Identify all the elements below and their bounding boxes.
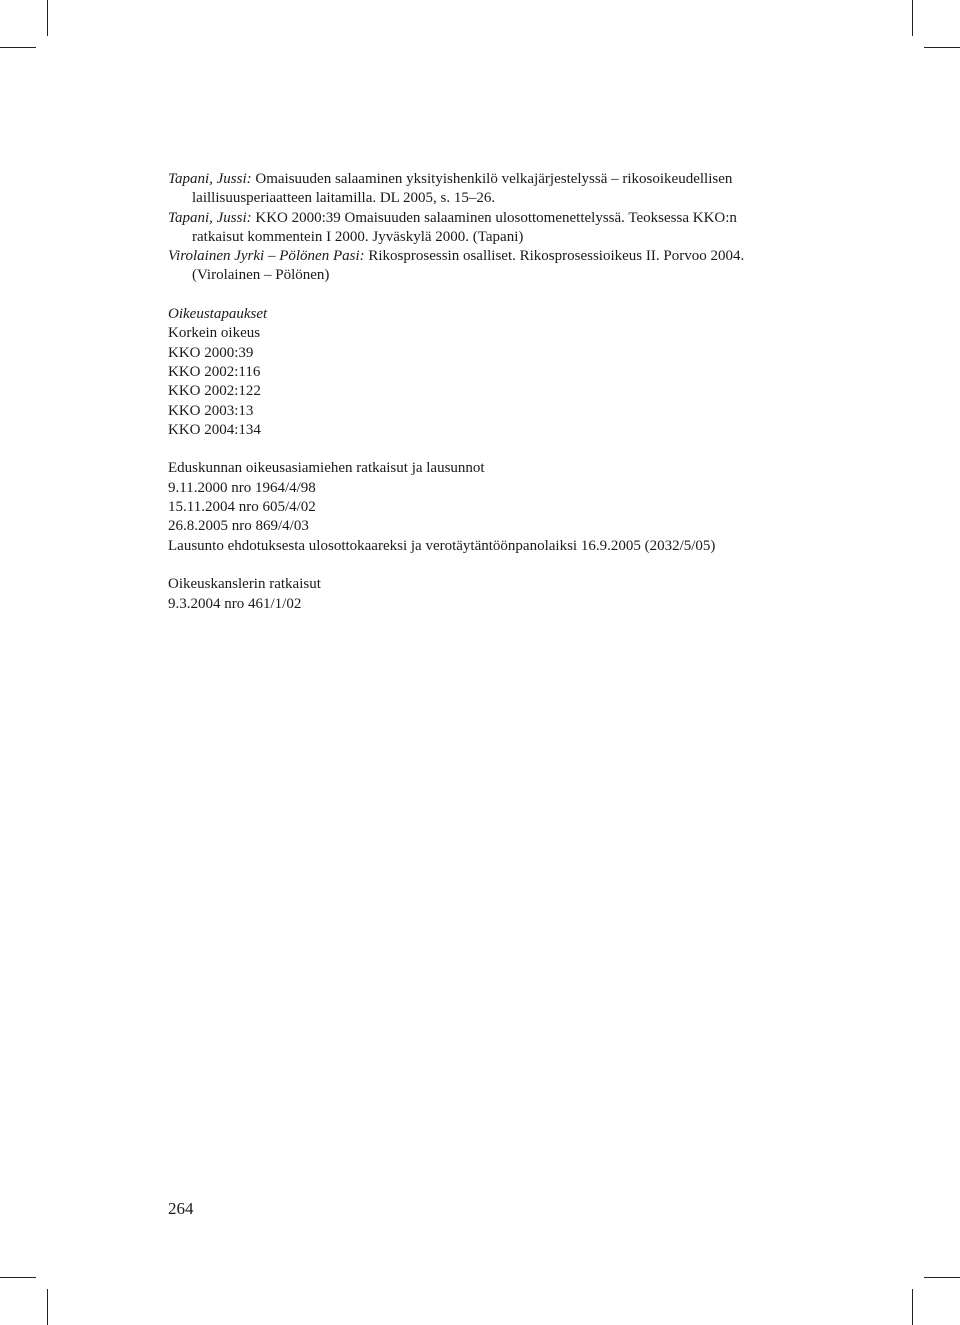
entry-text: Rikosprosessin osalliset. Rikosprosessioikeus II. Porvoo 2004. (Virolainen – Pölönen) [192, 248, 745, 284]
case-item: KKO 2002:122 [168, 383, 261, 400]
case-item: KKO 2003:13 [168, 402, 254, 419]
entry-text: KKO 2000:39 Omaisuuden salaaminen ulosottomenettelyssä. Teoksessa KKO:n ratkaisut kommentein I 2000. Jyväskylä 2000. (Tapani) [192, 209, 737, 245]
page-number: 264 [168, 1199, 194, 1218]
crop-mark-top-right-v [912, 0, 913, 36]
case-item: KKO 2004:134 [168, 421, 261, 438]
crop-mark-bottom-right-v [912, 1289, 913, 1325]
crop-mark-top-left-h [0, 47, 36, 48]
crop-mark-bottom-right-h [924, 1277, 960, 1278]
court-name: Korkein oikeus [168, 325, 261, 342]
cases-heading: Oikeustapaukset [168, 306, 268, 323]
entry-authors: Virolainen Jyrki – Pölönen Pasi: [168, 248, 365, 265]
entry-text: Omaisuuden salaaminen yksityishenkilö velkajärjestelyssä – rikosoikeudellisen laillisuusperiaatteen laitamilla. DL 2005, s. 15–26. [192, 171, 733, 207]
ombudsman-item: 15.11.2004 nro 605/4/02 [168, 499, 316, 516]
crop-mark-top-right-h [924, 47, 960, 48]
bibliography-entry [168, 170, 788, 209]
crop-mark-bottom-left-v [47, 1289, 48, 1325]
page-text [168, 170, 788, 614]
ombudsman-heading: Eduskunnan oikeusasiamiehen ratkaisut ja lausunnot [168, 460, 485, 477]
ombudsman-item: 26.8.2005 nro 869/4/03 [168, 518, 309, 535]
case-item: KKO 2002:116 [168, 363, 261, 380]
ombudsman-item: 9.11.2000 nro 1964/4/98 [168, 479, 316, 496]
chancellor-item: 9.3.2004 nro 461/1/02 [168, 595, 302, 612]
case-item: KKO 2000:39 [168, 344, 254, 361]
bibliography-entry [168, 247, 788, 286]
entry-authors: Tapani, Jussi: [168, 171, 252, 187]
chancellor-heading: Oikeuskanslerin ratkaisut [168, 576, 321, 593]
bibliography-entry [168, 209, 788, 248]
entry-authors: Tapani, Jussi: [168, 209, 252, 226]
crop-mark-bottom-left-h [0, 1277, 36, 1278]
ombudsman-item: Lausunto ehdotuksesta ulosottokaareksi ja verotäytäntöönpanolaiksi 16.9.2005 (2032/5/05) [168, 537, 716, 554]
crop-mark-top-left-v [47, 0, 48, 36]
